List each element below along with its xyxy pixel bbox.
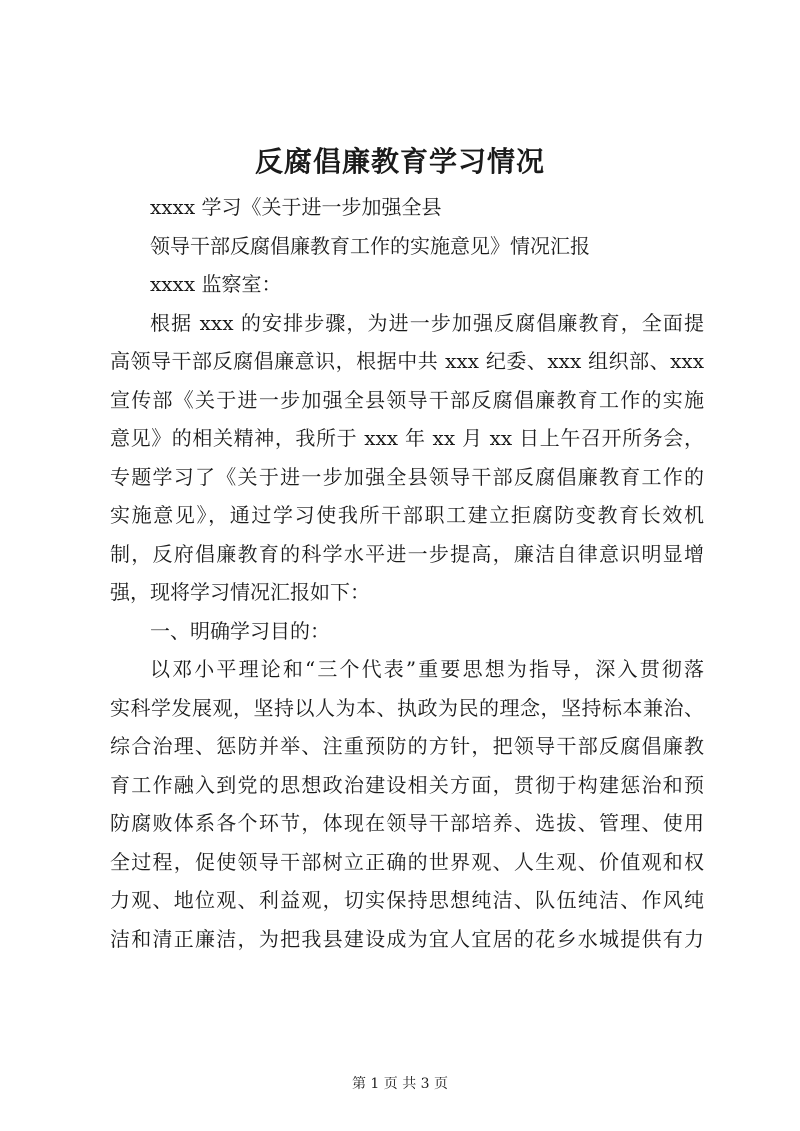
- text-line: 防腐败体系各个环节，体现在领导干部培养、选拔、管理、使用: [110, 811, 704, 835]
- text-line: 洁和清正廉洁，为把我县建设成为宜人宜居的花乡水城提供有力: [110, 926, 704, 951]
- text-line: 综合治理、惩防并举、注重预防的方针，把领导干部反腐倡廉教: [110, 734, 704, 758]
- text-line: xxxx 学习《关于进一步加强全县: [150, 195, 442, 219]
- text-line: 高领导干部反腐倡廉意识，根据中共 xxx 纪委、xxx 组织部、xxx: [110, 349, 704, 373]
- text-line: 实施意见》，通过学习使我所干部职工建立拒腐防变教育长效机: [110, 503, 704, 527]
- text-line: 以邓小平理论和“三个代表”重要思想为指导，深入贯彻落: [150, 657, 704, 681]
- text-line: 专题学习了《关于进一步加强全县领导干部反腐倡廉教育工作的: [110, 464, 704, 489]
- text-line: 强，现将学习情况汇报如下：: [110, 580, 370, 604]
- text-line: 宣传部《关于进一步加强全县领导干部反腐倡廉教育工作的实施: [110, 387, 704, 412]
- text-line: 全过程，促使领导干部树立正确的世界观、人生观、价值观和权: [110, 849, 704, 874]
- document-title: 反腐倡廉教育学习情况: [254, 145, 545, 178]
- document-body: [110, 188, 704, 958]
- text-line: 根据 xxx 的安排步骤，为进一步加强反腐倡廉教育，全面提: [150, 310, 704, 335]
- text-line: 制，反府倡廉教育的科学水平进一步提高，廉洁自律意识明显增: [110, 541, 704, 566]
- text-line: 一、明确学习目的：: [150, 618, 330, 643]
- text-line: xxxx 监察室：: [150, 272, 282, 296]
- text-line: 育工作融入到党的思想政治建设相关方面，贯彻于构建惩治和预: [110, 772, 704, 797]
- text-line: 实科学发展观，坚持以人为本、执政为民的理念，坚持标本兼治、: [110, 695, 704, 720]
- text-line: 意见》的相关精神，我所于 xxx 年 xx 月 xx 日上午召开所务会，: [110, 426, 704, 450]
- text-line: 力观、地位观、利益观，切实保持思想纯洁、队伍纯洁、作风纯: [110, 888, 704, 912]
- page-footer: 第 1 页 共 3 页: [351, 1076, 449, 1092]
- text-line: 领导干部反腐倡廉教育工作的实施意见》情况汇报: [150, 233, 590, 258]
